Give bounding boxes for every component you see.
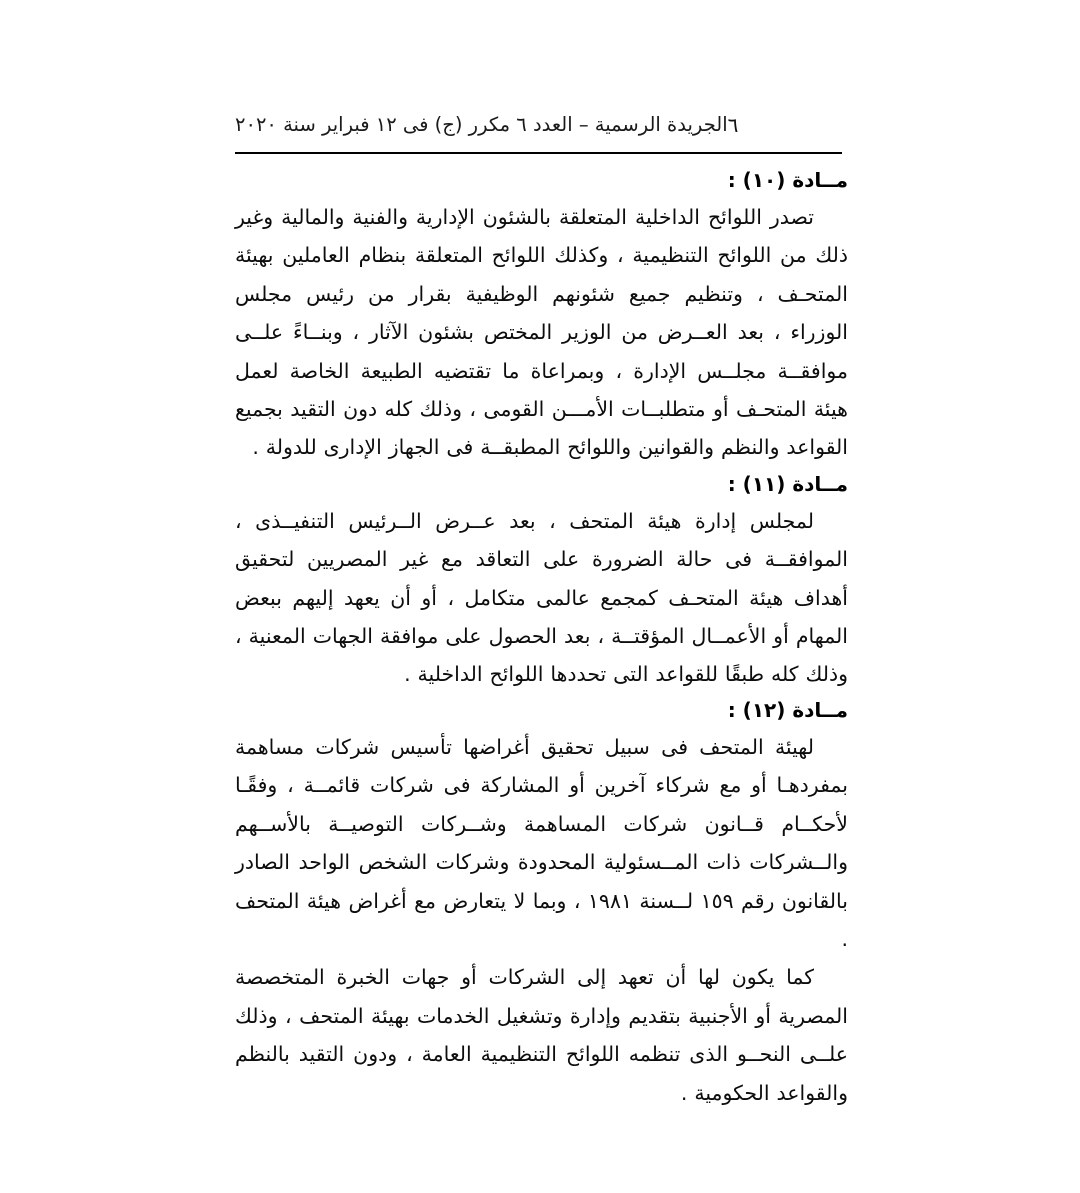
article-heading-11: مــادة (١١) : <box>727 471 848 496</box>
body-column <box>235 166 848 1112</box>
article-heading-12: مــادة (١٢) : <box>727 697 848 722</box>
article-10-paragraph-1: تصدر اللوائح الداخلية المتعلقة بالشئون الإدارية والفنية والمالية وغير ذلك من اللوائح التنظيمية ، وكذلك اللوائح المتعلقة بنظام العاملين بهيئة المتحـف ، وتنظيم جميع شئونهم الوظيفية بقرار من رئيس مجلس الوزراء ، بعد العــرض من الوزير المختص بشئون الآثار ، وبنــاءً علــى موافقــة مجلــس الإدارة ، وبمراعاة ما تقتضيه الطبيعة الخاصة لعمل هيئة المتحـف أو متطلبــات الأمـــن القومى ، وذلك كله دون التقيد بجميع القواعد والنظم والقوانين واللوائح المطبقــة فى الجهاز الإدارى للدولة . <box>235 205 848 460</box>
article-12-paragraph-1: لهيئة المتحف فى سبيل تحقيق أغراضها تأسيس شركات مساهمة بمفردهـا أو مع شركاء آخرين أو المشاركة فى شركات قائمــة ، وفقًـا لأحكــام قــانون شركات المساهمة وشــركات التوصيــة بالأســهم والــشركات ذات المــسئولية المحدودة وشركات الشخص الواحد الصادر بالقانون رقم ١٥٩ لــسنة ١٩٨١ ، وبما لا يتعارض مع أغراض هيئة المتحف . <box>235 734 848 951</box>
article-11-paragraph-1: لمجلس إدارة هيئة المتحف ، بعد عــرض الــرئيس التنفيــذى ، الموافقــة فى حالة الضرورة على التعاقد مع غير المصريين لتحقيق أهداف هيئة المتحـف كمجمع عالمى متكامل ، أو أن يعهد إليهم ببعض المهام أو الأعمــال المؤقتــة ، بعد الحصول على موافقة الجهات المعنية ، وذلك كله طبقًا للقواعد التى تحددها اللوائح الداخلية . <box>235 508 848 687</box>
running-head-title: الجريدة الرسمية – العدد ٦ مكرر (ج) فى ١٢ فبراير سنة ٢٠٢٠ <box>235 113 728 137</box>
running-head <box>235 108 848 142</box>
article-12-paragraph-2: كما يكون لها أن تعهد إلى الشركات أو جهات الخبرة المتخصصة المصرية أو الأجنبية بتقديم وإدارة وتشغيل الخدمات بهيئة المتحف ، وذلك علــى النحــو الذى تنظمه اللوائح التنظيمية العامة ، ودون التقيد بالنظم والقواعد الحكومية . <box>235 965 848 1105</box>
article-heading-10: مــادة (١٠) : <box>727 168 848 192</box>
header-divider-rule <box>235 152 842 154</box>
page-number: ٦ <box>727 113 739 137</box>
